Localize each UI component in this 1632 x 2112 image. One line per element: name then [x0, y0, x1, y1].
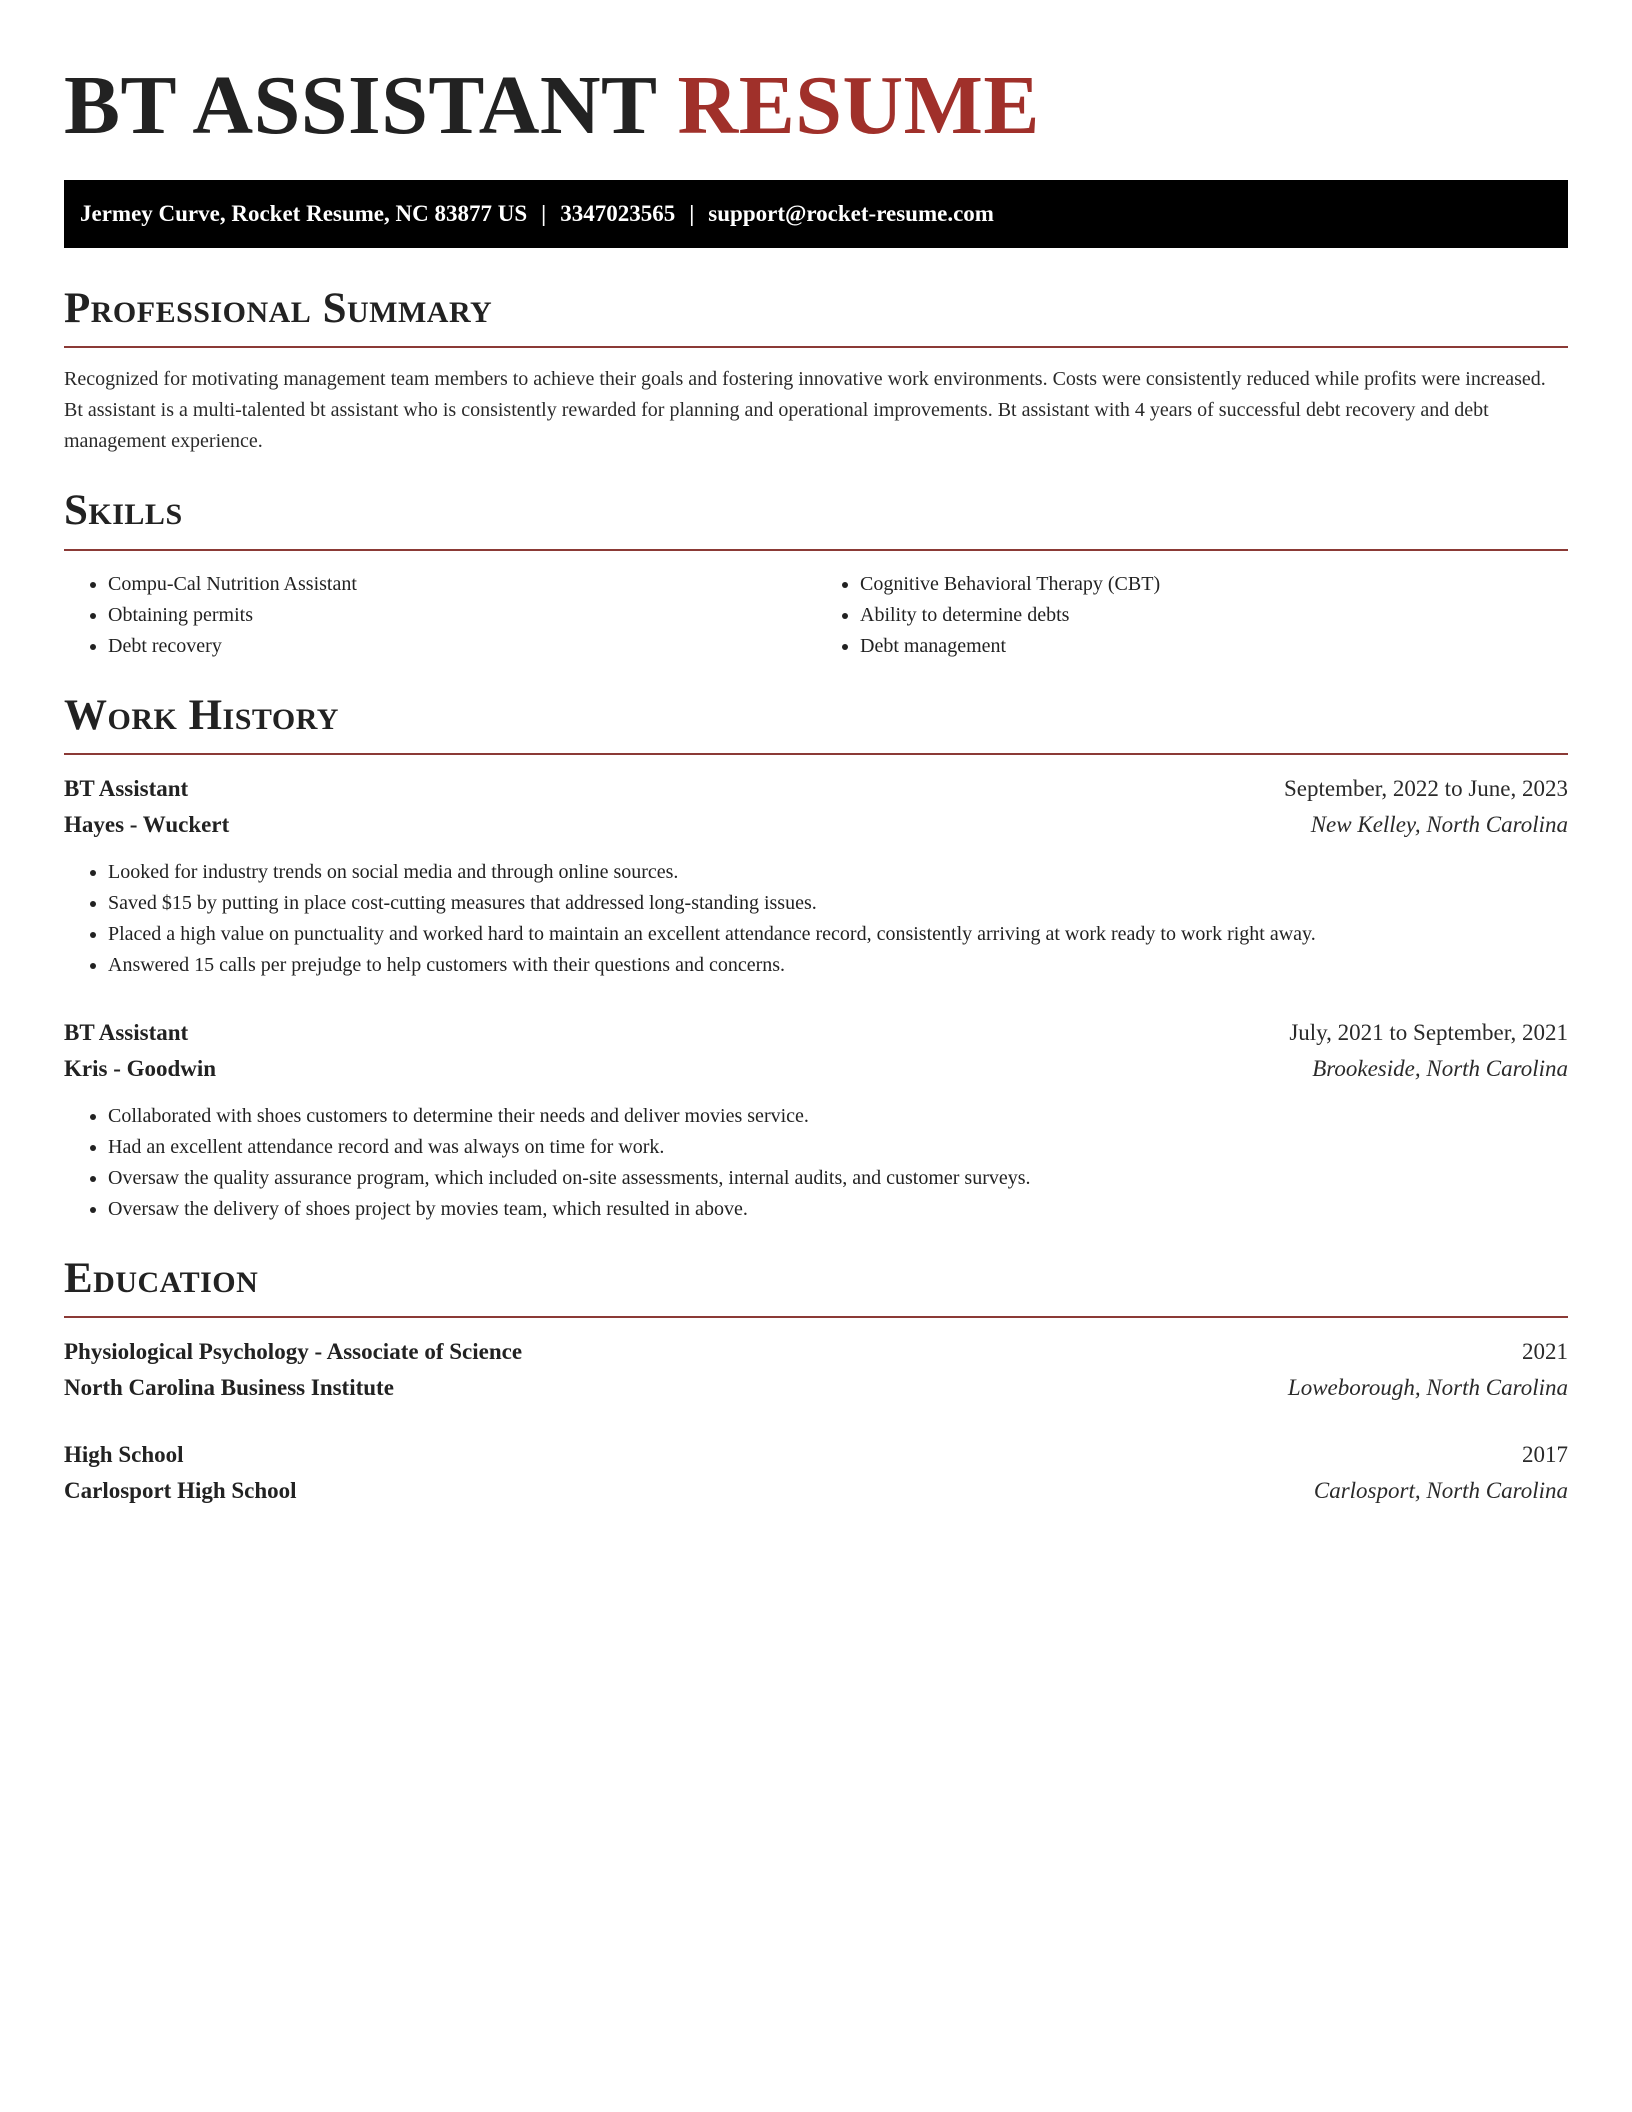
contact-phone: 3347023565	[560, 201, 676, 226]
job-bullet: • Placed a high value on punctuality and worked hard to maintain an excellent attendance record, consistently arriving at work ready to work right away.	[108, 919, 1568, 950]
job-bullet: • Oversaw the delivery of shoes project by movies team, which resulted in above.	[108, 1194, 1568, 1225]
job-title: BT Assistant	[64, 1019, 189, 1045]
job-dates: July, 2021 to September, 2021	[1289, 1019, 1568, 1045]
skill-item: • Debt management	[860, 631, 1568, 662]
work-heading: Work History	[64, 691, 339, 739]
contact-separator: |	[689, 201, 695, 226]
education-entry	[64, 1437, 1568, 1509]
skill-item: • Ability to determine debts	[860, 600, 1568, 631]
job-title: BT Assistant	[64, 775, 189, 801]
job-location: Brookeside, North Carolina	[1312, 1055, 1568, 1081]
job-entry	[64, 1015, 1568, 1225]
contact-separator: |	[541, 201, 547, 226]
job-bullets	[64, 1101, 1568, 1225]
job-bullet: • Oversaw the quality assurance program, which included on-site assessments, internal audits, and customer surveys.	[108, 1163, 1568, 1194]
job-bullet: • Saved $15 by putting in place cost-cutting measures that addressed long-standing issues.	[108, 888, 1568, 919]
title-job: BT ASSISTANT	[64, 59, 657, 152]
section-divider	[64, 549, 1568, 551]
skills-column-left	[64, 569, 816, 662]
job-bullets	[64, 857, 1568, 981]
education-heading: Education	[64, 1254, 259, 1302]
resume-title	[64, 59, 1568, 152]
job-company: Hayes - Wuckert	[64, 811, 230, 837]
education-degree: High School	[64, 1442, 184, 1468]
title-resume: RESUME	[677, 59, 1040, 152]
section-divider	[64, 1316, 1568, 1318]
work-section	[64, 692, 1568, 1225]
skills-section	[64, 487, 1568, 661]
skills-heading: Skills	[64, 487, 183, 535]
skill-item: • Cognitive Behavioral Therapy (CBT)	[860, 569, 1568, 600]
skills-list	[64, 569, 1568, 662]
skill-item: • Compu-Cal Nutrition Assistant	[108, 569, 816, 600]
summary-heading: Professional Summary	[64, 285, 493, 332]
contact-address: Jermey Curve, Rocket Resume, NC 83877 US	[80, 201, 528, 226]
job-company: Kris - Goodwin	[64, 1055, 217, 1081]
summary-section	[64, 285, 1568, 457]
job-bullet: • Answered 15 calls per prejudge to help customers with their questions and concerns.	[108, 950, 1568, 981]
education-year: 2017	[1522, 1442, 1568, 1468]
education-location: Carlosport, North Carolina	[1313, 1478, 1568, 1504]
education-entry	[64, 1334, 1568, 1406]
job-location: New Kelley, North Carolina	[1310, 811, 1568, 837]
education-school: Carlosport High School	[64, 1478, 297, 1504]
education-school: North Carolina Business Institute	[64, 1375, 394, 1401]
section-divider	[64, 753, 1568, 755]
job-bullet: • Looked for industry trends on social media and through online sources.	[108, 857, 1568, 888]
job-dates: September, 2022 to June, 2023	[1284, 775, 1568, 801]
job-bullet: • Collaborated with shoes customers to determine their needs and deliver movies service.	[108, 1101, 1568, 1132]
summary-text: Recognized for motivating management team members to achieve their goals and fostering innovative work environments. Costs were consistently reduced while profits were increased. Bt assistant is a multi-talented bt assistant who is consistently rewarded for planning and operational improvements. Bt assistant with 4 years of successful debt recovery and debt management experience.	[64, 368, 1546, 453]
contact-email: support@rocket-resume.com	[708, 201, 994, 226]
skill-item: • Obtaining permits	[108, 600, 816, 631]
job-entry	[64, 771, 1568, 981]
contact-bar	[64, 180, 1568, 248]
section-divider	[64, 346, 1568, 348]
education-degree: Physiological Psychology - Associate of Science	[64, 1339, 523, 1365]
job-bullet: • Had an excellent attendance record and was always on time for work.	[108, 1132, 1568, 1163]
education-section	[64, 1255, 1568, 1509]
skill-item: • Debt recovery	[108, 631, 816, 662]
skills-column-right	[816, 569, 1568, 662]
education-location: Loweborough, North Carolina	[1287, 1375, 1568, 1401]
education-year: 2021	[1522, 1339, 1568, 1365]
